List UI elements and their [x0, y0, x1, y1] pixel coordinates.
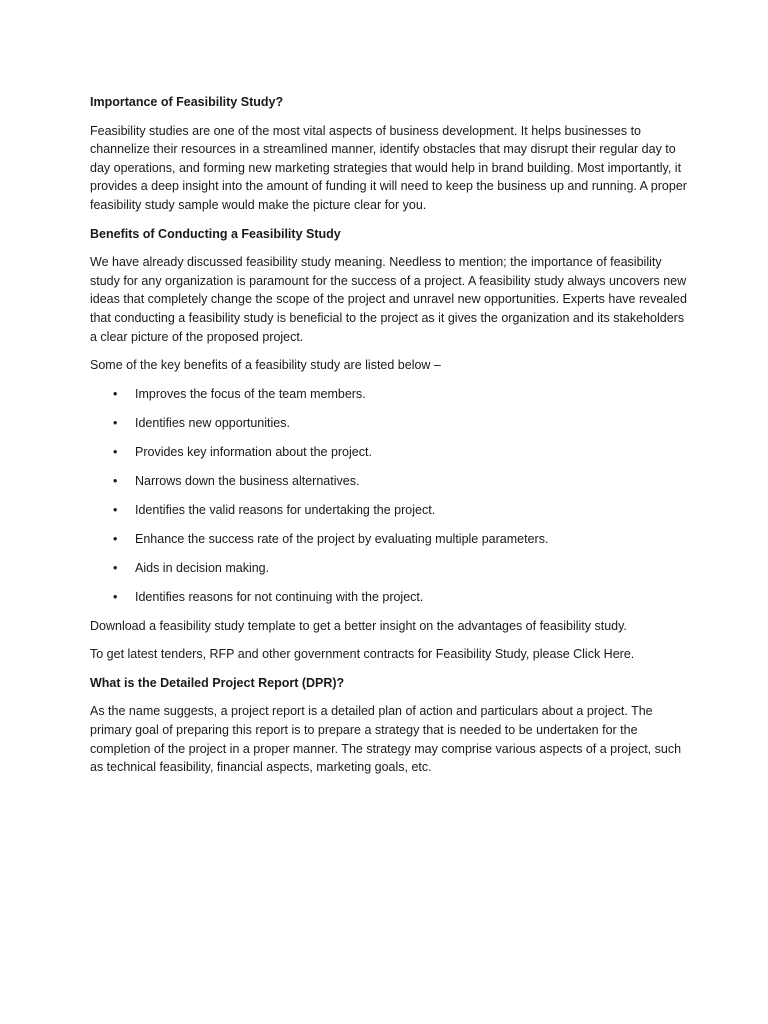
list-item: [90, 443, 690, 462]
heading-benefits: Benefits of Conducting a Feasibility Study: [90, 226, 341, 241]
list-item-text: Identifies reasons for not continuing with the project.: [135, 589, 424, 604]
list-item-text: Aids in decision making.: [135, 560, 270, 575]
list-item: [90, 472, 690, 491]
list-item: [90, 385, 690, 404]
bullet-icon: •: [113, 589, 118, 604]
bullet-icon: •: [113, 531, 118, 546]
bullet-icon: •: [113, 560, 118, 575]
list-item-text: Provides key information about the project.: [135, 444, 372, 459]
list-item-text: Enhance the success rate of the project by evaluating multiple parameters.: [135, 531, 549, 546]
paragraph-importance: Feasibility studies are one of the most vital aspects of business development. It helps businesses to channelize their resources in a streamlined manner, identify obstacles that may disrupt their regular day to day operations, and forming new marketing strategies that would help in brand building. Most importantly, it provides a deep insight into the amount of funding it will need to keep the business up and running. A proper feasibility study sample would make the picture clear for you.: [90, 123, 687, 212]
bullet-icon: •: [113, 473, 118, 488]
bullet-icon: •: [113, 502, 118, 517]
heading-dpr: What is the Detailed Project Report (DPR)?: [90, 675, 345, 690]
list-item-text: Identifies the valid reasons for undertaking the project.: [135, 502, 436, 517]
heading-importance: Importance of Feasibility Study?: [90, 95, 284, 109]
bullet-icon: •: [113, 415, 118, 430]
list-item: [90, 501, 690, 520]
paragraph-benefits-intro: We have already discussed feasibility study meaning. Needless to mention; the importance of feasibility study for any organization is paramount for the success of a project. A feasibility study always uncovers new ideas that completely change the scope of the project and unravel new opportunities. Experts have revealed that conducting a feasibility study is beneficial to the project as it gives the organization and its stakeholders a clear picture of the proposed project.: [90, 255, 687, 344]
paragraph-download-template: Download a feasibility study template to get a better insight on the advantages of feasibility study.: [90, 618, 627, 633]
paragraph-tenders: To get latest tenders, RFP and other government contracts for Feasibility Study, please Click Here.: [90, 647, 635, 662]
list-item-text: Identifies new opportunities.: [135, 415, 290, 430]
bullet-icon: •: [113, 386, 118, 401]
bullet-icon: •: [113, 444, 118, 459]
list-item: [90, 588, 690, 607]
list-item: [90, 559, 690, 578]
paragraph-dpr: As the name suggests, a project report is a detailed plan of action and particulars about a project. The primary goal of preparing this report is to prepare a strategy that is needed to be undertaken for the completion of the project in a proper manner. The strategy may comprise various aspects of a project, such as technical feasibility, financial aspects, marketing goals, etc.: [90, 704, 682, 775]
list-item: [90, 530, 690, 549]
list-item-text: Improves the focus of the team members.: [135, 386, 366, 401]
paragraph-benefits-lead: Some of the key benefits of a feasibility study are listed below –: [90, 358, 441, 373]
list-item: [90, 414, 690, 433]
benefits-list: [90, 385, 690, 606]
document-page: [90, 93, 690, 787]
list-item-text: Narrows down the business alternatives.: [135, 473, 360, 488]
